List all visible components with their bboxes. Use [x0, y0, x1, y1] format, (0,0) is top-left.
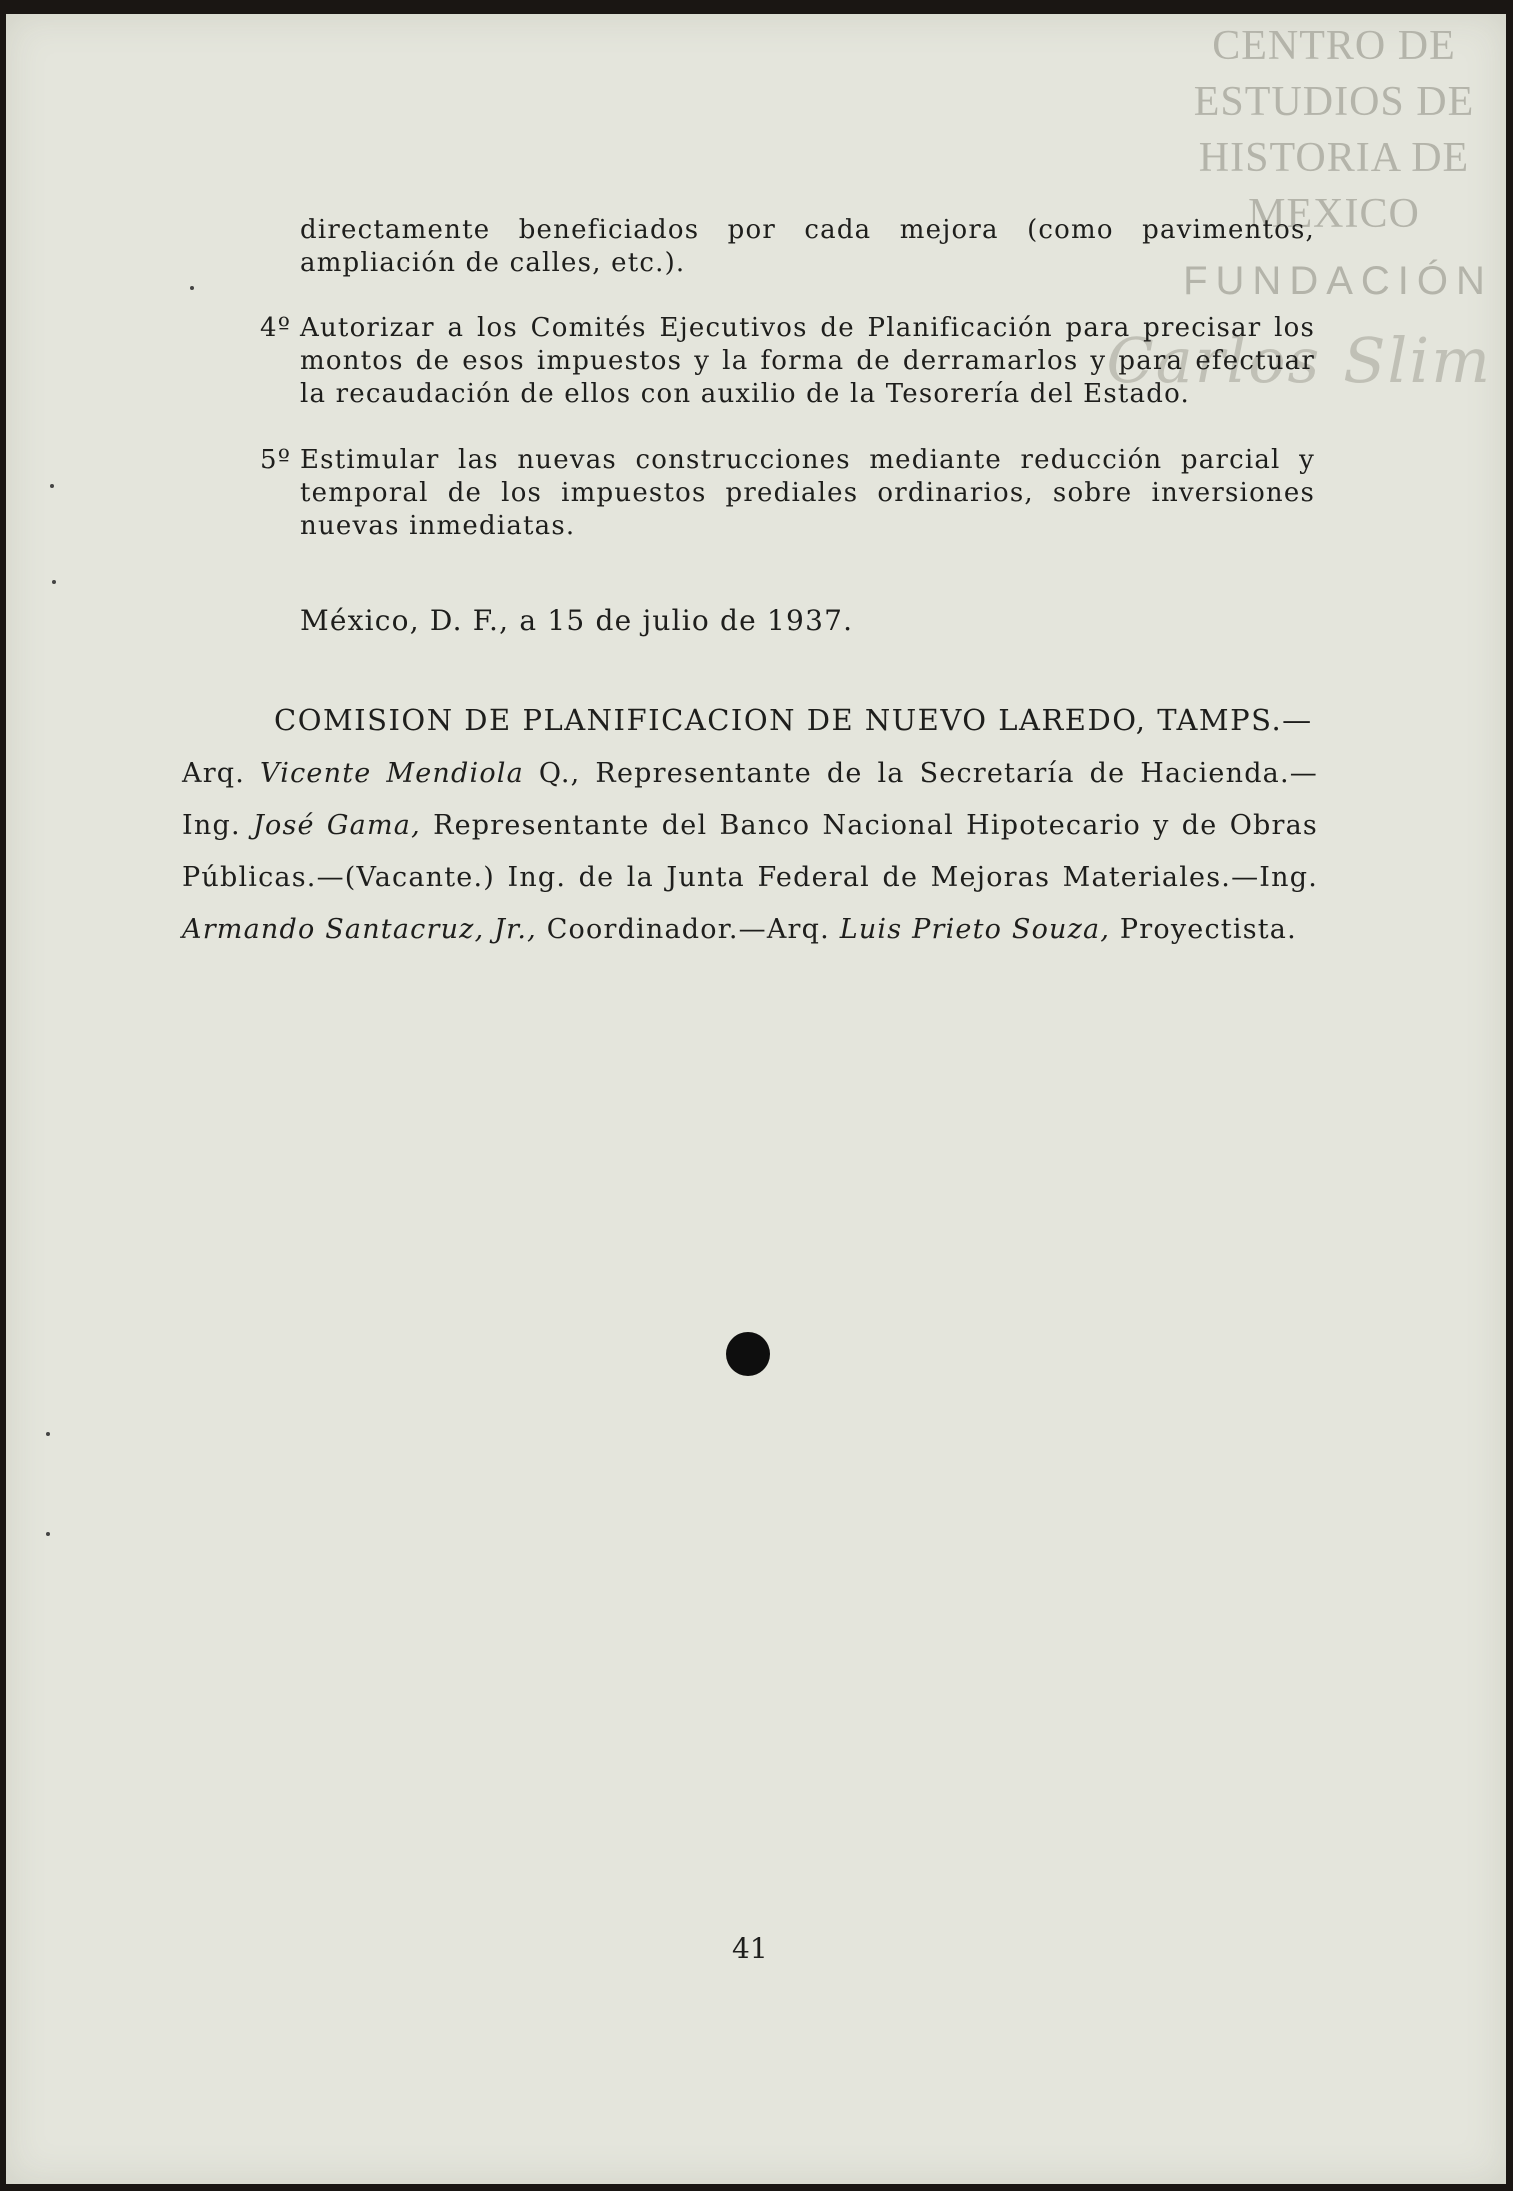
sig-after4: Proyectista.	[1119, 914, 1297, 945]
sig-name3: Armando Santacruz, Jr.,	[182, 914, 537, 945]
speck	[46, 1532, 50, 1536]
item-5-number: 5º	[260, 445, 292, 475]
sig-name2: José Gama,	[252, 810, 421, 841]
commission-heading: COMISION DE PLANIFICACION DE NUEVO LAREDO, TAMPS.—	[274, 703, 1313, 737]
watermark-institution: CENTRO DE ESTUDIOS DE HISTORIA DE MEXICO	[1193, 23, 1475, 237]
sig-name1: Vicente Mendiola	[260, 758, 524, 789]
page-number: 41	[732, 1932, 768, 1965]
watermark-signature: Carlos Slim	[1106, 324, 1492, 397]
sig-arq1: Arq.	[182, 758, 246, 789]
date-line: México, D. F., a 15 de julio de 1937.	[300, 604, 854, 637]
watermark-fundacion: FUNDACIÓN	[1183, 259, 1493, 303]
item-4-number: 4º	[260, 313, 292, 343]
punch-hole	[726, 1332, 770, 1376]
speck	[46, 1432, 50, 1436]
sig-after2: Representante del Banco Nacional Hipotecario y de Obras Públicas.—(Vacante.) Ing. de la Junta Federal de Mejoras Materiales.—Ing.	[182, 810, 1318, 893]
speck	[50, 484, 54, 488]
speck	[190, 286, 194, 290]
document-page	[6, 14, 1506, 2184]
signatories-paragraph	[182, 748, 1318, 956]
item-5-text: Estimular las nuevas construcciones mediante reducción parcial y temporal de los impuestos prediales ordinarios, sobre inversiones nuevas inmediatas.	[300, 445, 1315, 541]
item-4-text: Autorizar a los Comités Ejecutivos de Planificación para precisar los montos de esos impuestos y la forma de derramarlos y para efectuar la recaudación de ellos con auxilio de la Tesorería del Estado.	[300, 313, 1315, 409]
speck	[52, 580, 56, 584]
continuation-paragraph: directamente beneficiados por cada mejora (como pavimentos, ampliación de calles, etc.).	[300, 215, 1315, 278]
sig-after1: Q., Representante de la Secretaría de Hacienda.—Ing.	[182, 758, 1318, 841]
sig-name4: Luis Prieto Souza,	[839, 914, 1111, 945]
sig-after3: Coordinador.—Arq.	[546, 914, 830, 945]
